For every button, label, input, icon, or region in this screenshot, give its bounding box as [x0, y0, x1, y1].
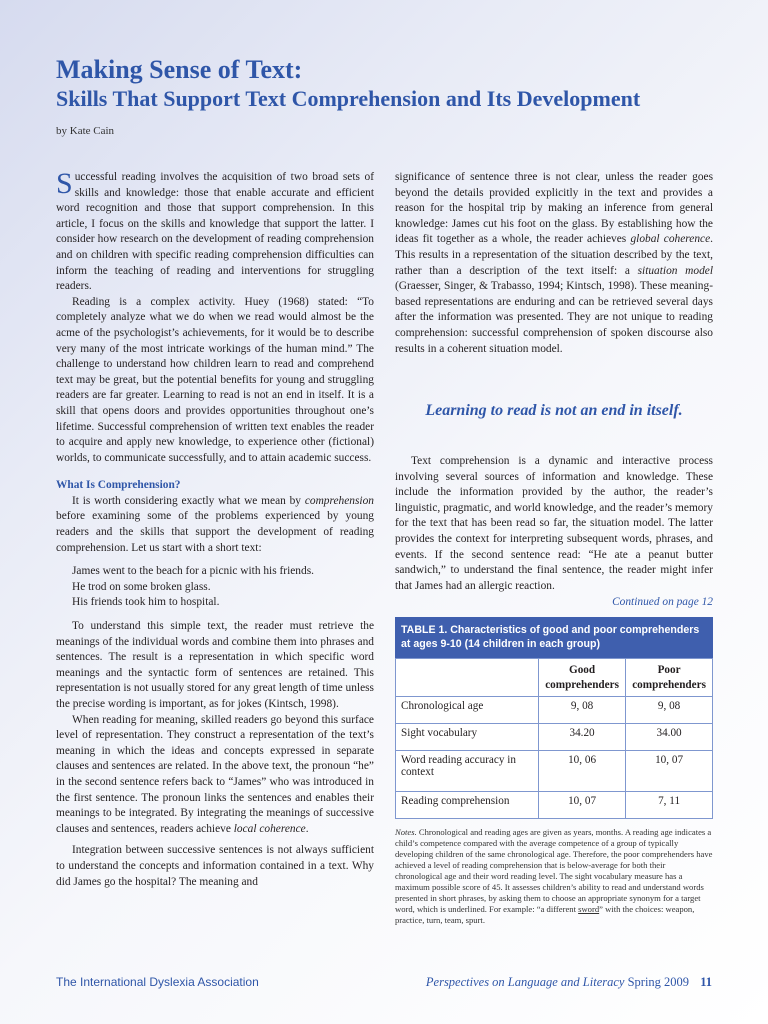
right-column: [395, 170, 713, 357]
drop-cap: S: [56, 167, 73, 200]
example-line: His friends took him to hospital.: [72, 596, 220, 609]
cell-poor: 7, 11: [626, 792, 713, 819]
table-row: [396, 792, 713, 819]
cell-good: 10, 07: [539, 792, 626, 819]
row-label: Reading comprehension: [396, 792, 539, 819]
left-column: [56, 167, 374, 890]
footer-org: The International Dyslexia Association: [56, 975, 259, 989]
row-label: Chronological age: [396, 697, 539, 724]
cell-poor: 9, 08: [626, 697, 713, 724]
table-title: TABLE 1. Characteristics of good and poor comprehenders at ages 9-10 (14 children in each group): [395, 617, 713, 658]
cell-good: 34.20: [539, 724, 626, 751]
cell-poor: 34.00: [626, 724, 713, 751]
paragraph: It is worth considering exactly what we mean by comprehension before examining some of the problems experienced by young readers and the skills that support the development of reading comprehension. Let us start with a short text:: [56, 494, 374, 554]
paragraph: Integration between successive sentences is not always sufficient to understand the concepts and information contained in a text. Why did James go the hospital? The meaning and: [56, 844, 374, 888]
page-subtitle: Skills That Support Text Comprehension and Its Development: [56, 86, 641, 111]
right-column-lower: [395, 454, 713, 611]
table-row: [396, 751, 713, 792]
paragraph: To understand this simple text, the reader must retrieve the meanings of the individual words and combine them into phrases and sentences. The result is a representation in which specific word meanings and the syntactic form of sentences are retained. This representation is not usually stored for any great length of time unless the precise wording is important, as for jokes (Kintsch, 1998).: [56, 620, 374, 710]
table-row: [396, 697, 713, 724]
table-header-good: Good comprehenders: [539, 659, 626, 697]
cell-poor: 10, 07: [626, 751, 713, 792]
footer-publication: [426, 975, 712, 990]
table-header-empty: [396, 659, 539, 697]
row-label: Word reading accuracy in context: [396, 751, 539, 792]
issue-date: Spring 2009: [627, 975, 690, 989]
pull-quote: Learning to read is not an end in itself.: [425, 402, 683, 419]
comprehenders-table: [395, 617, 713, 819]
page-number: 11: [700, 975, 712, 989]
paragraph: When reading for meaning, skilled readers go beyond this surface level of representation. They construct a representation of the text’s meaning in which the ideas and concepts expressed in separate clauses and sentences are related. In the above text, the pronoun “he” in the second sentence refers back to “James” who was introduced in the first sentence. The pronoun links the sentences and enables their meanings to be integrated. By integrating the meanings of successive clauses and sentences, readers achieve local coherence.: [56, 713, 374, 835]
table-notes: Notes. Chronological and reading ages are given as years, months. A reading age indicates a child’s competence compared with the average competence of a group of typically developing children of the same chronological age. Therefore, the poor comprehenders have achieved a level of reading comprehension that is below-average for both their chronological age and their word reading level. The sight vocabulary measure has a maximum possible score of 45. It assesses children’s ability to read and understand words presented in short phrases, by asking them to choose an appropriate synonym for a target word, which is underlined. For example: “a different sword” with the choices: weapon, practice, turn, team, spurt.: [395, 827, 713, 925]
paragraph: Reading is a complex activity. Huey (1968) stated: “To completely analyze what we do when we read would almost be the acme of the psychologist’s achievements, for it would be to describe very many of the most intricate workings of the human mind.” The challenge to understand how children learn to read and comprehend text may be great, but the potential benefits for young and struggling readers are far greater. Learning to read is not an end in itself. It is a skill that opens doors and provides opportunities throughout one’s lifetime. Successful comprehension of written text enables the reader to acquire and apply new knowledge, to experience other (fictional) worlds, to communicate successfully, and to attain academic success.: [56, 295, 374, 464]
continued-link[interactable]: Continued on page 12: [612, 596, 713, 609]
intro-paragraph: Successful reading involves the acquisition of two broad sets of skills and knowledge: those that enable accurate and efficient word recognition and those that support comprehension. In this article, I focus on the skills and knowledge that support the latter. I consider how research on the development of reading comprehension and on children with specific reading comprehension difficulties can inform the teaching of reading and interventions for struggling readers.: [56, 167, 374, 293]
section-heading: What Is Comprehension?: [56, 479, 181, 492]
page-title: Making Sense of Text:: [56, 55, 303, 84]
example-text: [72, 564, 374, 611]
table-row: [396, 724, 713, 751]
byline: by Kate Cain: [56, 125, 115, 137]
paragraph: Text comprehension is a dynamic and interactive process involving several sources of information and knowledge. These include the information provided by the author, the reader’s linguistic, pragmatic, and world knowledge, and the reader’s memory for the text that has been read so far, the situation model. The latter provides the context for interpreting subsequent words, phrases, and events. If the second sentence read: “He ate a peanut butter sandwich,” to understand the final sentence, the reader might infer that James had an allergic reaction.: [395, 455, 713, 592]
example-line: He trod on some broken glass.: [72, 580, 211, 593]
publication-name: Perspectives on Language and Literacy: [425, 975, 625, 989]
paragraph: significance of sentence three is not clear, unless the reader goes beyond the details provided explicitly in the text and provides a reason for the hospital trip by making an inference from general knowledge: James cut his foot on the glass. By establishing how the ideas fit together as a whole, the reader achieves global coherence. This results in a representation of the situation described by the text, rather than a description of the text itself: a situation model (Graesser, Singer, & Trabasso, 1994; Kintsch, 1998). These meaning-based representations are enduring and can be retrieved several days after the information was presented. They are not unique to reading comprehension: successful comprehension of spoken discourse also results in a coherent situation model.: [395, 171, 713, 355]
cell-good: 10, 06: [539, 751, 626, 792]
table-header-poor: Poor comprehenders: [626, 659, 713, 697]
example-line: James went to the beach for a picnic with his friends.: [72, 565, 314, 578]
row-label: Sight vocabulary: [396, 724, 539, 751]
cell-good: 9, 08: [539, 697, 626, 724]
